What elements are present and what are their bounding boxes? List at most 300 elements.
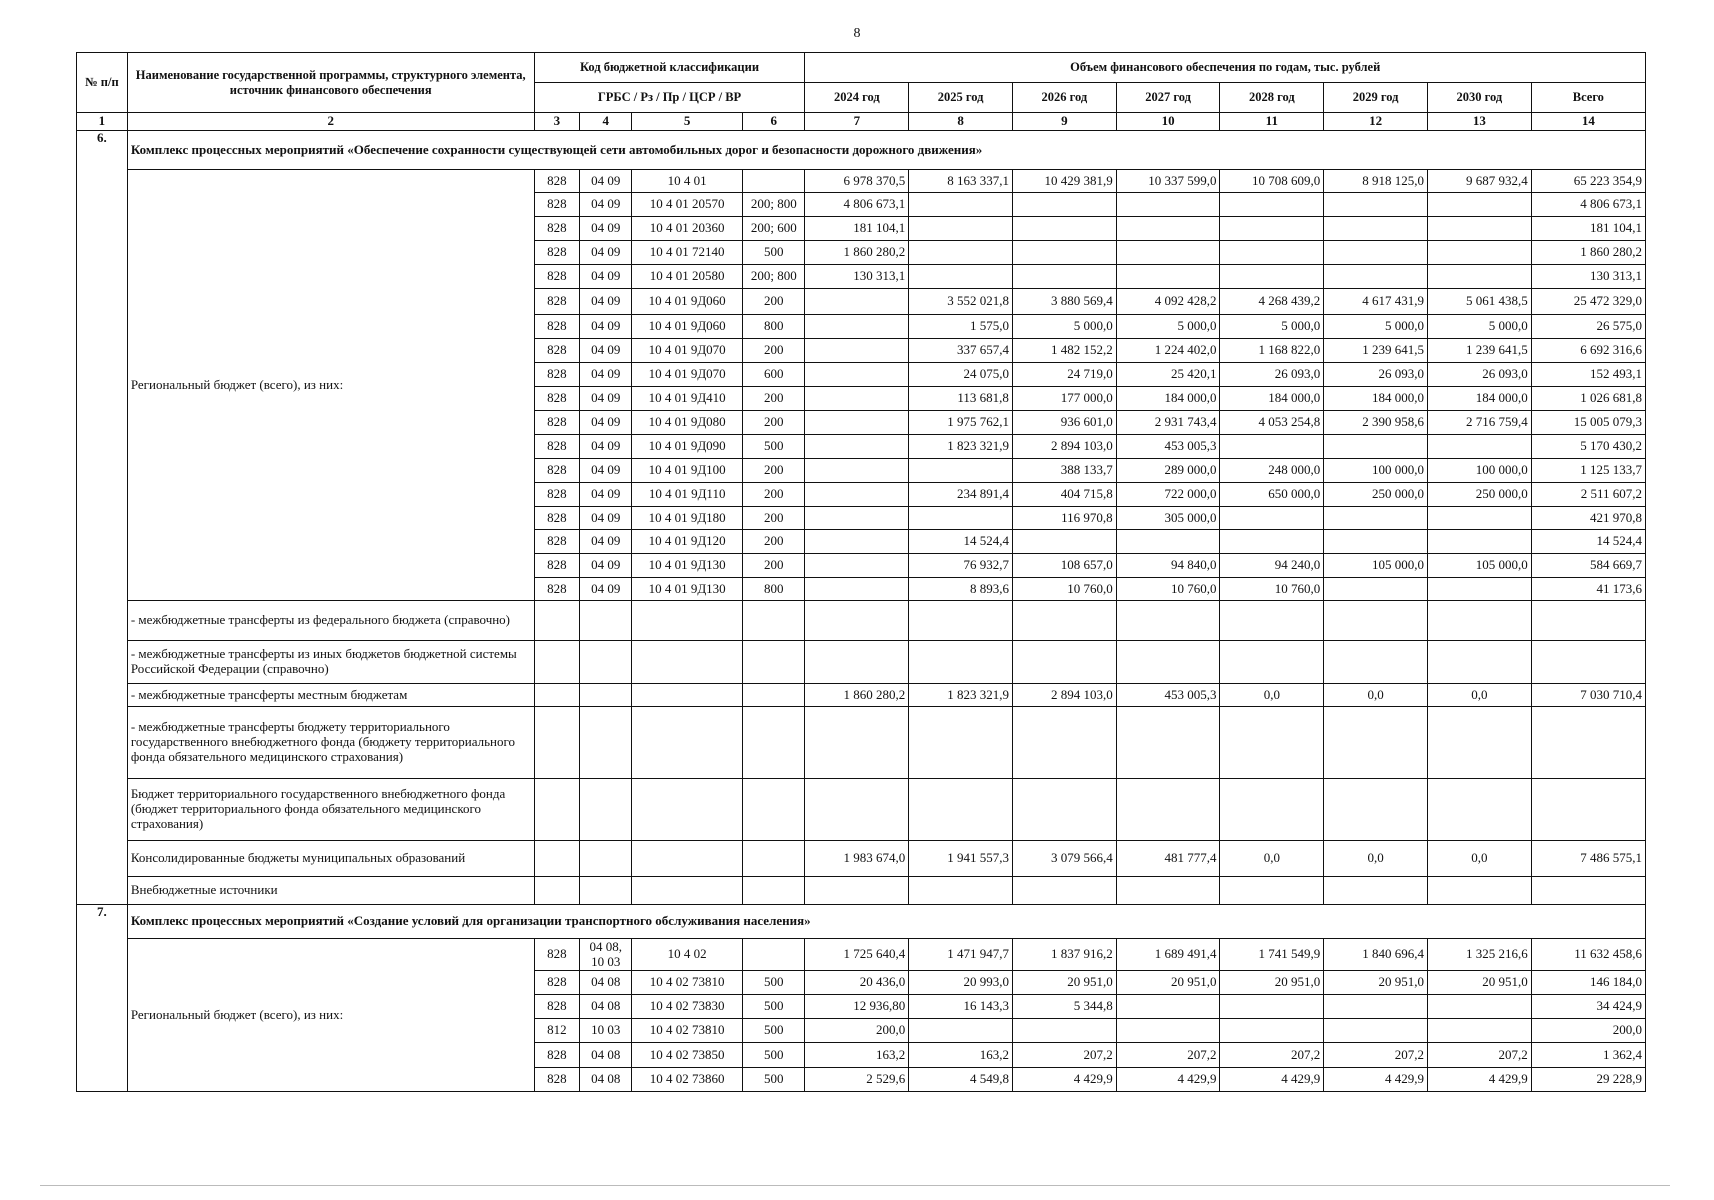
grbs-cell: 828 [534, 1068, 580, 1092]
value-cell: 163,2 [909, 1043, 1013, 1068]
value-cell [1012, 530, 1116, 554]
header-year: 2025 год [909, 83, 1013, 113]
rzpr-cell: 04 09 [580, 170, 632, 193]
value-cell: 184 000,0 [1220, 387, 1324, 411]
total-cell: 14 524,4 [1531, 530, 1645, 554]
source-label: - межбюджетные трансферты из иных бюджетов бюджетной системы Российской Федерации (справочно) [127, 641, 534, 684]
vr-cell: 200 [743, 387, 805, 411]
section-title: Комплекс процессных мероприятий «Обеспечение сохранности существующей сети автомобильных дорог и безопасности дорожного движения» [127, 131, 1645, 170]
grbs-cell: 828 [534, 241, 580, 265]
value-cell: 9 687 932,4 [1427, 170, 1531, 193]
value-cell [1427, 265, 1531, 289]
value-cell: 0,0 [1427, 684, 1531, 707]
total-cell: 5 170 430,2 [1531, 435, 1645, 459]
grbs-cell: 828 [534, 339, 580, 363]
value-cell: 1 725 640,4 [805, 939, 909, 971]
code-cell [743, 779, 805, 841]
value-cell [909, 1019, 1013, 1043]
value-cell: 4 429,9 [1116, 1068, 1220, 1092]
value-cell [1116, 193, 1220, 217]
csr-cell: 10 4 01 72140 [632, 241, 743, 265]
code-cell [534, 841, 580, 877]
code-cell [743, 601, 805, 641]
value-cell: 2 894 103,0 [1012, 684, 1116, 707]
value-cell: 4 429,9 [1012, 1068, 1116, 1092]
grbs-cell: 828 [534, 1043, 580, 1068]
column-number-cell: 4 [580, 113, 632, 131]
vr-cell: 200 [743, 459, 805, 483]
value-cell [1116, 1019, 1220, 1043]
header-year: 2028 год [1220, 83, 1324, 113]
csr-cell: 10 4 01 20580 [632, 265, 743, 289]
rzpr-cell: 04 09 [580, 315, 632, 339]
value-cell [1012, 641, 1116, 684]
value-cell: 5 000,0 [1220, 315, 1324, 339]
value-cell: 26 093,0 [1324, 363, 1428, 387]
value-cell [805, 315, 909, 339]
source-row [77, 707, 1646, 779]
value-cell [1012, 1019, 1116, 1043]
csr-cell: 10 4 02 73860 [632, 1068, 743, 1092]
value-cell [1427, 877, 1531, 905]
section-title-row [77, 131, 1646, 170]
csr-cell: 10 4 01 9Д130 [632, 578, 743, 601]
value-cell: 1 239 641,5 [1324, 339, 1428, 363]
value-cell: 936 601,0 [1012, 411, 1116, 435]
rzpr-cell: 04 09 [580, 435, 632, 459]
column-number-cell: 3 [534, 113, 580, 131]
header-year: 2024 год [805, 83, 909, 113]
code-cell [534, 641, 580, 684]
csr-cell: 10 4 01 9Д100 [632, 459, 743, 483]
csr-cell: 10 4 01 20360 [632, 217, 743, 241]
header-name: Наименование государственной программы, структурного элемента, источник финансового обеспечения [127, 53, 534, 113]
value-cell: 650 000,0 [1220, 483, 1324, 507]
value-cell [805, 411, 909, 435]
total-cell: 181 104,1 [1531, 217, 1645, 241]
regional-budget-label: Региональный бюджет (всего), из них: [127, 939, 534, 1092]
value-cell [1220, 707, 1324, 779]
value-cell [1116, 265, 1220, 289]
value-cell [805, 779, 909, 841]
source-row [77, 641, 1646, 684]
rzpr-cell: 04 09 [580, 289, 632, 315]
value-cell: 200,0 [805, 1019, 909, 1043]
value-cell [805, 363, 909, 387]
csr-cell: 10 4 02 73810 [632, 1019, 743, 1043]
value-cell: 1 168 822,0 [1220, 339, 1324, 363]
value-cell [1427, 217, 1531, 241]
value-cell: 24 075,0 [909, 363, 1013, 387]
value-cell: 10 708 609,0 [1220, 170, 1324, 193]
code-cell [580, 707, 632, 779]
rzpr-cell: 04 08 [580, 1043, 632, 1068]
value-cell [805, 578, 909, 601]
total-cell: 26 575,0 [1531, 315, 1645, 339]
grbs-cell: 828 [534, 554, 580, 578]
value-cell: 1 239 641,5 [1427, 339, 1531, 363]
value-cell: 207,2 [1116, 1043, 1220, 1068]
value-cell: 207,2 [1012, 1043, 1116, 1068]
rzpr-cell: 04 09 [580, 507, 632, 530]
value-cell [1116, 877, 1220, 905]
value-cell [805, 601, 909, 641]
value-cell: 20 951,0 [1116, 971, 1220, 995]
vr-cell [743, 939, 805, 971]
value-cell: 0,0 [1324, 841, 1428, 877]
table-row [77, 939, 1646, 971]
value-cell: 3 079 566,4 [1012, 841, 1116, 877]
value-cell: 130 313,1 [805, 265, 909, 289]
value-cell: 5 344,8 [1012, 995, 1116, 1019]
value-cell: 10 337 599,0 [1116, 170, 1220, 193]
value-cell: 20 951,0 [1012, 971, 1116, 995]
value-cell: 1 983 674,0 [805, 841, 909, 877]
value-cell [1012, 241, 1116, 265]
value-cell: 5 000,0 [1116, 315, 1220, 339]
header-code-sub: ГРБС / Рз / Пр / ЦСР / ВР [534, 83, 805, 113]
value-cell [1116, 601, 1220, 641]
value-cell [1324, 217, 1428, 241]
value-cell [1427, 530, 1531, 554]
column-number-cell: 9 [1012, 113, 1116, 131]
value-cell [1220, 641, 1324, 684]
value-cell [1220, 241, 1324, 265]
value-cell [1220, 265, 1324, 289]
csr-cell: 10 4 01 9Д110 [632, 483, 743, 507]
header-total: Всего [1531, 83, 1645, 113]
grbs-cell: 828 [534, 363, 580, 387]
value-cell: 163,2 [805, 1043, 909, 1068]
value-cell: 20 951,0 [1427, 971, 1531, 995]
value-cell [1324, 193, 1428, 217]
vr-cell: 200; 800 [743, 193, 805, 217]
value-cell: 4 429,9 [1220, 1068, 1324, 1092]
total-cell [1531, 707, 1645, 779]
value-cell: 14 524,4 [909, 530, 1013, 554]
header-no: № п/п [77, 53, 128, 113]
value-cell [1427, 241, 1531, 265]
value-cell: 24 719,0 [1012, 363, 1116, 387]
value-cell: 184 000,0 [1116, 387, 1220, 411]
value-cell: 250 000,0 [1427, 483, 1531, 507]
vr-cell: 800 [743, 315, 805, 339]
total-cell: 1 125 133,7 [1531, 459, 1645, 483]
value-cell [1220, 877, 1324, 905]
value-cell: 94 840,0 [1116, 554, 1220, 578]
csr-cell: 10 4 01 20570 [632, 193, 743, 217]
vr-cell: 500 [743, 995, 805, 1019]
value-cell [805, 530, 909, 554]
value-cell: 20 951,0 [1220, 971, 1324, 995]
source-label: - межбюджетные трансферты местным бюджетам [127, 684, 534, 707]
vr-cell: 800 [743, 578, 805, 601]
value-cell [1220, 601, 1324, 641]
vr-cell: 500 [743, 435, 805, 459]
vr-cell: 200; 800 [743, 265, 805, 289]
source-label: Консолидированные бюджеты муниципальных образований [127, 841, 534, 877]
header-volume-group: Объем финансового обеспечения по годам, тыс. рублей [805, 53, 1646, 83]
value-cell [1012, 265, 1116, 289]
value-cell: 1 941 557,3 [909, 841, 1013, 877]
value-cell: 305 000,0 [1116, 507, 1220, 530]
vr-cell: 600 [743, 363, 805, 387]
value-cell [805, 339, 909, 363]
value-cell [1324, 530, 1428, 554]
code-cell [580, 684, 632, 707]
value-cell: 4 549,8 [909, 1068, 1013, 1092]
grbs-cell: 828 [534, 578, 580, 601]
code-cell [632, 601, 743, 641]
value-cell: 94 240,0 [1220, 554, 1324, 578]
grbs-cell: 828 [534, 217, 580, 241]
value-cell: 4 429,9 [1427, 1068, 1531, 1092]
value-cell [1116, 241, 1220, 265]
total-cell: 200,0 [1531, 1019, 1645, 1043]
vr-cell: 500 [743, 241, 805, 265]
rzpr-cell: 10 03 [580, 1019, 632, 1043]
column-number-cell: 5 [632, 113, 743, 131]
value-cell [909, 877, 1013, 905]
value-cell [909, 265, 1013, 289]
page-number: 8 [853, 26, 861, 41]
grbs-cell: 828 [534, 289, 580, 315]
code-cell [632, 707, 743, 779]
value-cell: 20 993,0 [909, 971, 1013, 995]
grbs-cell: 828 [534, 411, 580, 435]
rzpr-cell: 04 09 [580, 459, 632, 483]
value-cell: 207,2 [1220, 1043, 1324, 1068]
code-cell [632, 841, 743, 877]
value-cell: 8 893,6 [909, 578, 1013, 601]
source-label: - межбюджетные трансферты из федерального бюджета (справочно) [127, 601, 534, 641]
total-cell: 7 030 710,4 [1531, 684, 1645, 707]
code-cell [632, 779, 743, 841]
value-cell: 16 143,3 [909, 995, 1013, 1019]
code-cell [580, 841, 632, 877]
value-cell: 4 268 439,2 [1220, 289, 1324, 315]
value-cell: 404 715,8 [1012, 483, 1116, 507]
vr-cell [743, 170, 805, 193]
total-cell: 29 228,9 [1531, 1068, 1645, 1092]
value-cell [909, 641, 1013, 684]
code-cell [632, 877, 743, 905]
code-cell [534, 707, 580, 779]
code-cell [534, 684, 580, 707]
code-cell [743, 641, 805, 684]
value-cell: 0,0 [1324, 684, 1428, 707]
value-cell: 116 970,8 [1012, 507, 1116, 530]
value-cell: 4 429,9 [1324, 1068, 1428, 1092]
header-code-group: Код бюджетной классификации [534, 53, 805, 83]
value-cell: 2 894 103,0 [1012, 435, 1116, 459]
header-year: 2026 год [1012, 83, 1116, 113]
total-cell: 41 173,6 [1531, 578, 1645, 601]
value-cell: 100 000,0 [1324, 459, 1428, 483]
csr-cell: 10 4 01 9Д060 [632, 315, 743, 339]
rzpr-cell: 04 09 [580, 483, 632, 507]
value-cell: 1 860 280,2 [805, 684, 909, 707]
value-cell [1427, 995, 1531, 1019]
column-number-cell: 6 [743, 113, 805, 131]
value-cell [1324, 1019, 1428, 1043]
value-cell [1220, 530, 1324, 554]
column-numbers-row [77, 113, 1646, 131]
vr-cell: 200 [743, 339, 805, 363]
value-cell: 100 000,0 [1427, 459, 1531, 483]
value-cell: 1 741 549,9 [1220, 939, 1324, 971]
grbs-cell: 828 [534, 265, 580, 289]
value-cell: 3 552 021,8 [909, 289, 1013, 315]
column-number-cell: 10 [1116, 113, 1220, 131]
value-cell: 207,2 [1427, 1043, 1531, 1068]
csr-cell: 10 4 01 9Д090 [632, 435, 743, 459]
value-cell: 207,2 [1324, 1043, 1428, 1068]
value-cell: 177 000,0 [1012, 387, 1116, 411]
value-cell: 4 617 431,9 [1324, 289, 1428, 315]
total-cell [1531, 641, 1645, 684]
code-cell [534, 877, 580, 905]
value-cell [909, 707, 1013, 779]
rzpr-cell: 04 08, 10 03 [580, 939, 632, 971]
vr-cell: 200 [743, 289, 805, 315]
value-cell [1324, 601, 1428, 641]
value-cell [805, 289, 909, 315]
value-cell [1324, 435, 1428, 459]
total-cell: 34 424,9 [1531, 995, 1645, 1019]
csr-cell: 10 4 01 9Д060 [632, 289, 743, 315]
value-cell: 4 806 673,1 [805, 193, 909, 217]
financing-table [76, 52, 1646, 1092]
source-label: - межбюджетные трансферты бюджету территориального государственного внебюджетного фонда (бюджету территориального фонда обязательного медицинского страхования) [127, 707, 534, 779]
value-cell: 1 689 491,4 [1116, 939, 1220, 971]
value-cell [1427, 1019, 1531, 1043]
value-cell [1012, 601, 1116, 641]
value-cell [1012, 217, 1116, 241]
rzpr-cell: 04 08 [580, 971, 632, 995]
source-row [77, 779, 1646, 841]
total-cell: 421 970,8 [1531, 507, 1645, 530]
code-cell [580, 601, 632, 641]
value-cell: 3 880 569,4 [1012, 289, 1116, 315]
value-cell [805, 877, 909, 905]
value-cell: 6 978 370,5 [805, 170, 909, 193]
source-label: Внебюджетные источники [127, 877, 534, 905]
vr-cell: 200 [743, 411, 805, 435]
value-cell: 26 093,0 [1427, 363, 1531, 387]
code-cell [632, 641, 743, 684]
grbs-cell: 828 [534, 530, 580, 554]
value-cell: 26 093,0 [1220, 363, 1324, 387]
rzpr-cell: 04 09 [580, 217, 632, 241]
total-cell: 4 806 673,1 [1531, 193, 1645, 217]
csr-cell: 10 4 02 73850 [632, 1043, 743, 1068]
total-cell: 7 486 575,1 [1531, 841, 1645, 877]
value-cell: 108 657,0 [1012, 554, 1116, 578]
value-cell [805, 707, 909, 779]
value-cell: 453 005,3 [1116, 684, 1220, 707]
total-cell [1531, 877, 1645, 905]
vr-cell: 200; 600 [743, 217, 805, 241]
total-cell: 1 026 681,8 [1531, 387, 1645, 411]
value-cell: 0,0 [1220, 841, 1324, 877]
column-number-cell: 14 [1531, 113, 1645, 131]
column-number-cell: 12 [1324, 113, 1428, 131]
value-cell: 12 936,80 [805, 995, 909, 1019]
value-cell [1427, 707, 1531, 779]
value-cell: 20 436,0 [805, 971, 909, 995]
value-cell [1427, 193, 1531, 217]
value-cell [909, 217, 1013, 241]
value-cell [1220, 217, 1324, 241]
grbs-cell: 828 [534, 483, 580, 507]
value-cell [909, 459, 1013, 483]
value-cell: 105 000,0 [1324, 554, 1428, 578]
value-cell [805, 435, 909, 459]
total-cell: 11 632 458,6 [1531, 939, 1645, 971]
rzpr-cell: 04 09 [580, 265, 632, 289]
code-cell [580, 877, 632, 905]
value-cell: 76 932,7 [909, 554, 1013, 578]
value-cell [909, 241, 1013, 265]
value-cell [1116, 530, 1220, 554]
value-cell [1427, 435, 1531, 459]
value-cell [1324, 877, 1428, 905]
grbs-cell: 828 [534, 170, 580, 193]
value-cell [909, 193, 1013, 217]
value-cell [1324, 707, 1428, 779]
value-cell [1324, 241, 1428, 265]
csr-cell: 10 4 02 73830 [632, 995, 743, 1019]
value-cell: 20 951,0 [1324, 971, 1428, 995]
header-year: 2029 год [1324, 83, 1428, 113]
value-cell: 10 760,0 [1012, 578, 1116, 601]
value-cell: 1 860 280,2 [805, 241, 909, 265]
scan-edge-line [40, 1185, 1670, 1186]
rzpr-cell: 04 08 [580, 1068, 632, 1092]
value-cell [909, 507, 1013, 530]
total-cell: 6 692 316,6 [1531, 339, 1645, 363]
value-cell: 481 777,4 [1116, 841, 1220, 877]
value-cell [1116, 707, 1220, 779]
value-cell [1220, 435, 1324, 459]
column-number-cell: 2 [127, 113, 534, 131]
value-cell [1324, 578, 1428, 601]
value-cell: 2 716 759,4 [1427, 411, 1531, 435]
value-cell [1012, 877, 1116, 905]
value-cell: 181 104,1 [805, 217, 909, 241]
code-cell [580, 641, 632, 684]
value-cell: 0,0 [1220, 684, 1324, 707]
value-cell: 1 224 402,0 [1116, 339, 1220, 363]
rzpr-cell: 04 09 [580, 530, 632, 554]
total-cell [1531, 779, 1645, 841]
grbs-cell: 828 [534, 387, 580, 411]
code-cell [743, 841, 805, 877]
code-cell [632, 684, 743, 707]
vr-cell: 200 [743, 507, 805, 530]
value-cell: 388 133,7 [1012, 459, 1116, 483]
vr-cell: 500 [743, 1019, 805, 1043]
grbs-cell: 828 [534, 507, 580, 530]
value-cell: 113 681,8 [909, 387, 1013, 411]
value-cell [805, 554, 909, 578]
source-row [77, 601, 1646, 641]
grbs-cell: 828 [534, 315, 580, 339]
csr-cell: 10 4 01 9Д130 [632, 554, 743, 578]
value-cell: 5 000,0 [1324, 315, 1428, 339]
value-cell [1324, 641, 1428, 684]
